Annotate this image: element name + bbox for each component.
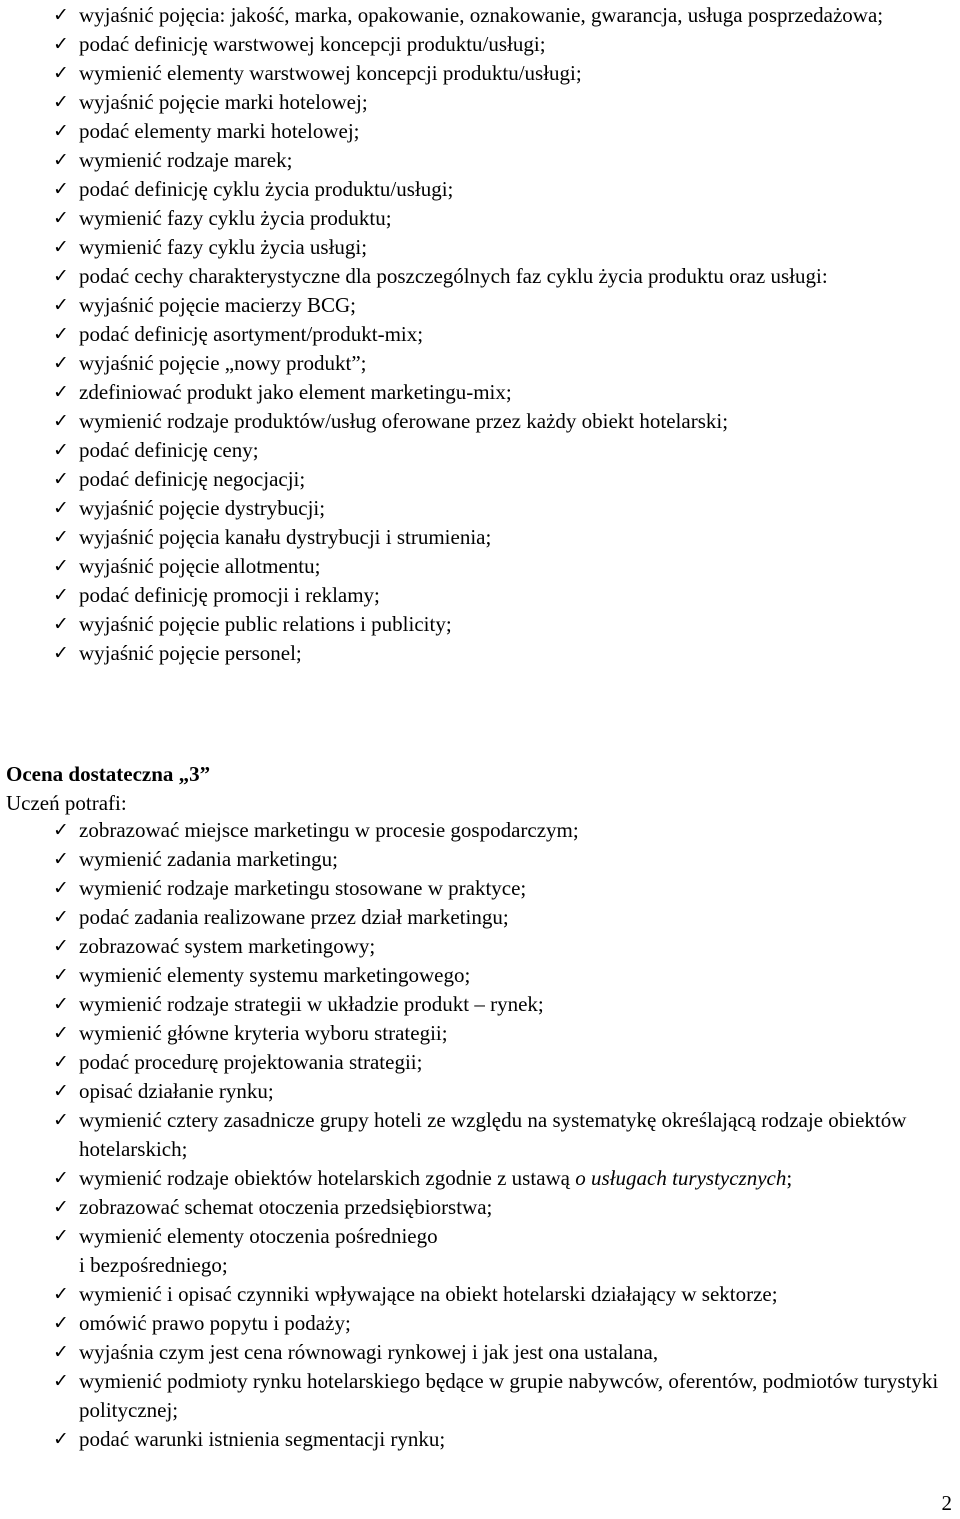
checkmark-icon: ✓ [53,207,69,229]
list-item-text: wymienić elementy warstwowej koncepcji produktu/usługi; [79,61,582,85]
checkmark-icon: ✓ [53,178,69,200]
list-item [0,903,960,932]
list-item-text: zobrazować schemat otoczenia przedsiębiorstwa; [79,1195,493,1219]
list-item [0,1193,960,1222]
list-item [0,407,960,436]
list-item [0,610,960,639]
checkmark-icon: ✓ [53,439,69,461]
list-item [0,1077,960,1106]
list-item-text: podać procedurę projektowania strategii; [79,1050,423,1074]
list-item [0,932,960,961]
list-item-text: podać elementy marki hotelowej; [79,119,360,143]
list-item-text: wyjaśnić pojęcie public relations i publicity; [79,612,452,636]
list-item-text: wymienić rodzaje marketingu stosowane w praktyce; [79,876,527,900]
list-item-text: podać definicję promocji i reklamy; [79,583,380,607]
checkmark-icon: ✓ [53,613,69,635]
checkmark-icon: ✓ [53,410,69,432]
list-item-text: wymienić elementy otoczenia pośredniego i bezpośredniego; [79,1224,438,1277]
list-item [0,639,960,668]
list-item [0,845,960,874]
checkmark-icon: ✓ [53,381,69,403]
list-item [0,552,960,581]
list-item [0,349,960,378]
list-item [0,816,960,845]
checkmark-icon: ✓ [53,993,69,1015]
list-item-text [79,1166,792,1190]
checkmark-icon: ✓ [53,265,69,287]
list-item [0,146,960,175]
list-item-text: wyjaśnić pojęcie macierzy BCG; [79,293,356,317]
requirements-list-top [0,1,960,668]
checkmark-icon: ✓ [53,1370,69,1392]
section-heading: Ocena dostateczna „3” [6,762,211,786]
list-item-text: podać definicję asortyment/produkt-mix; [79,322,424,346]
checkmark-icon: ✓ [53,149,69,171]
list-item [0,175,960,204]
list-item-text: wyjaśnić pojęcie allotmentu; [79,554,321,578]
list-item-text-part: wymienić rodzaje obiektów hotelarskich zgodnie z ustawą [79,1166,576,1190]
checkmark-icon: ✓ [53,555,69,577]
list-item-text: podać zadania realizowane przez dział marketingu; [79,905,509,929]
checkmark-icon: ✓ [53,1080,69,1102]
list-item-text: podać definicję ceny; [79,438,259,462]
list-item [0,117,960,146]
list-item [0,1222,960,1280]
list-item [0,1309,960,1338]
list-item-text: wymienić i opisać czynniki wpływające na obiekt hotelarski działający w sektorze; [79,1282,778,1306]
checkmark-icon: ✓ [53,1167,69,1189]
list-item-text: wyjaśnić pojęcie marki hotelowej; [79,90,368,114]
list-item-text: wymienić zadania marketingu; [79,847,338,871]
list-item-text: wyjaśnia czym jest cena równowagi rynkowej i jak jest ona ustalana, [79,1340,659,1364]
checkmark-icon: ✓ [53,1283,69,1305]
list-item [0,961,960,990]
list-item-text: zdefiniować produkt jako element marketingu-mix; [79,380,512,404]
list-item-text: wyjaśnić pojęcie „nowy produkt”; [79,351,367,375]
list-item [0,1338,960,1367]
list-item-text: wyjaśnić pojęcie dystrybucji; [79,496,326,520]
list-item-text: podać definicję negocjacji; [79,467,306,491]
list-item [0,1048,960,1077]
list-item-text: wymienić podmioty rynku hotelarskiego będące w grupie nabywców, oferentów, podmiotów turystyki politycznej; [79,1369,939,1422]
list-item [0,204,960,233]
list-item-text: wymienić rodzaje marek; [79,148,293,172]
list-item-text: wyjaśnić pojęcia: jakość, marka, opakowanie, oznakowanie, gwarancja, usługa posprzedażowa; [79,3,884,27]
checkmark-icon: ✓ [53,294,69,316]
list-item [0,1425,960,1454]
list-item-text-italic: o usługach turystycznych [575,1166,787,1190]
checkmark-icon: ✓ [53,1022,69,1044]
list-item [0,291,960,320]
checkmark-icon: ✓ [53,1196,69,1218]
checkmark-icon: ✓ [53,906,69,928]
checkmark-icon: ✓ [53,120,69,142]
list-item [0,1367,960,1425]
list-item [0,1,960,30]
checkmark-icon: ✓ [53,352,69,374]
checkmark-icon: ✓ [53,236,69,258]
checkmark-icon: ✓ [53,1428,69,1450]
checkmark-icon: ✓ [53,584,69,606]
list-item [0,59,960,88]
section-subheading: Uczeń potrafi: [6,791,127,815]
checkmark-icon: ✓ [53,497,69,519]
list-item-text: omówić prawo popytu i podaży; [79,1311,351,1335]
list-item [0,30,960,59]
list-item-text: wymienić fazy cyklu życia produktu; [79,206,392,230]
checkmark-icon: ✓ [53,33,69,55]
requirements-list-grade-3 [0,816,960,1454]
list-item [0,874,960,903]
list-item-text: zobrazować system marketingowy; [79,934,376,958]
checkmark-icon: ✓ [53,819,69,841]
list-item [0,88,960,117]
list-item-text-part: ; [786,1166,793,1190]
list-item-text: wyjaśnić pojęcie personel; [79,641,302,665]
list-item-text: wymienić rodzaje produktów/usług oferowane przez każdy obiekt hotelarski; [79,409,729,433]
list-item [0,233,960,262]
checkmark-icon: ✓ [53,1051,69,1073]
checkmark-icon: ✓ [53,964,69,986]
list-item [0,1164,960,1193]
list-item [0,494,960,523]
checkmark-icon: ✓ [53,1312,69,1334]
checkmark-icon: ✓ [53,62,69,84]
list-item [0,1280,960,1309]
list-item-text: opisać działanie rynku; [79,1079,274,1103]
checkmark-icon: ✓ [53,91,69,113]
page-number: 2 [941,1491,952,1515]
checkmark-icon: ✓ [53,1225,69,1247]
checkmark-icon: ✓ [53,323,69,345]
list-item [0,1106,960,1164]
list-item [0,436,960,465]
list-item-text: podać definicję warstwowej koncepcji produktu/usługi; [79,32,546,56]
list-item [0,581,960,610]
list-item-text: wymienić rodzaje strategii w układzie produkt – rynek; [79,992,544,1016]
list-item [0,320,960,349]
checkmark-icon: ✓ [53,1341,69,1363]
list-item-text: wymienić cztery zasadnicze grupy hoteli ze względu na systematykę określającą rodzaje obiektów hotelarskich; [79,1108,907,1161]
list-item-text: podać definicję cyklu życia produktu/usługi; [79,177,454,201]
list-item [0,990,960,1019]
list-item-text: zobrazować miejsce marketingu w procesie gospodarczym; [79,818,579,842]
checkmark-icon: ✓ [53,935,69,957]
list-item-text: wymienić fazy cyklu życia usługi; [79,235,368,259]
checkmark-icon: ✓ [53,877,69,899]
checkmark-icon: ✓ [53,642,69,664]
checkmark-icon: ✓ [53,4,69,26]
list-item [0,523,960,552]
list-item [0,465,960,494]
list-item-text: podać warunki istnienia segmentacji rynku; [79,1427,446,1451]
list-item-text: wymienić główne kryteria wyboru strategii; [79,1021,448,1045]
checkmark-icon: ✓ [53,848,69,870]
list-item-text: wyjaśnić pojęcia kanału dystrybucji i strumienia; [79,525,492,549]
list-item [0,378,960,407]
checkmark-icon: ✓ [53,526,69,548]
list-item [0,262,960,291]
list-item-text: podać cechy charakterystyczne dla poszczególnych faz cyklu życia produktu oraz usługi: [79,264,828,288]
checkmark-icon: ✓ [53,468,69,490]
list-item-text: wymienić elementy systemu marketingowego; [79,963,471,987]
list-item [0,1019,960,1048]
checkmark-icon: ✓ [53,1109,69,1131]
